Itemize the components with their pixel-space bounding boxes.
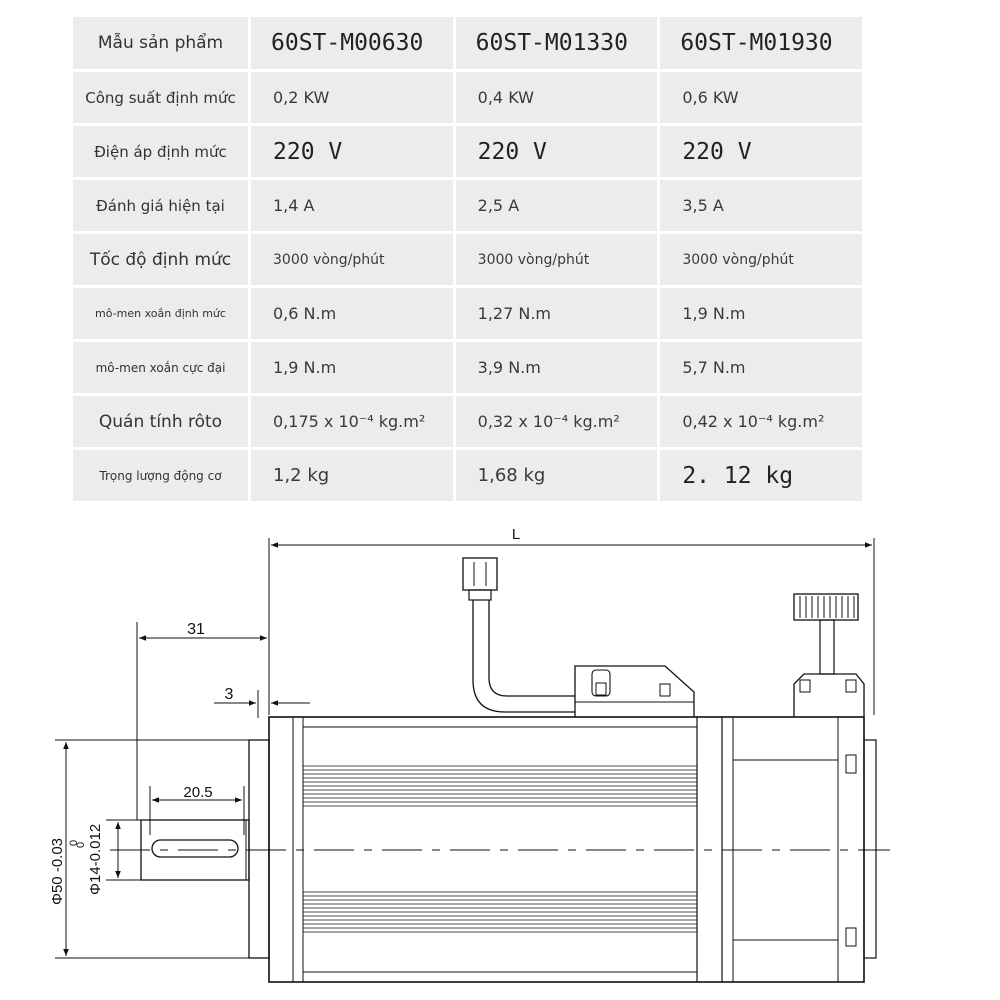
table-row-motor-weight [73, 450, 862, 501]
motor-flange [249, 740, 269, 958]
dimension-length-label: L [511, 526, 521, 543]
dimension-flange-thickness [214, 686, 310, 718]
row-label: mô-men xoắn định mức [73, 288, 248, 339]
cell-value: 1,4 A [251, 180, 453, 231]
model-name: 60ST-M01330 [456, 17, 658, 69]
dimension-shaft-diameter [75, 820, 148, 895]
row-label: Công suất định mức [73, 72, 248, 123]
dimension-key-length-label: 20.5 [183, 784, 213, 801]
row-label: Điện áp định mức [73, 126, 248, 177]
dimension-flange-diameter [49, 740, 262, 958]
cell-value: 3,9 N.m [456, 342, 658, 393]
dimension-shaft-length-label: 31 [187, 621, 205, 638]
encoder-connector [794, 594, 864, 717]
power-connector [463, 558, 694, 717]
table-row-rated-torque [73, 288, 862, 339]
dimension-key-length [150, 784, 244, 835]
table-row-rotor-inertia [73, 396, 862, 447]
dimension-length [269, 526, 874, 715]
cell-value: 0,42 x 10⁻⁴ kg.m² [660, 396, 862, 447]
row-label: Tốc độ định mức [73, 234, 248, 285]
row-label: Đánh giá hiện tại [73, 180, 248, 231]
cell-value: 0,32 x 10⁻⁴ kg.m² [456, 396, 658, 447]
table-row-rated-speed [73, 234, 862, 285]
dimension-shaft-diameter-tolerance: 0 [75, 841, 87, 848]
spec-table [70, 14, 865, 504]
cell-value: 3000 vòng/phút [251, 234, 453, 285]
model-name: 60ST-M00630 [251, 17, 453, 69]
cell-value: 1,2 kg [251, 450, 453, 501]
dimension-shaft-diameter-label: Φ14-0.012 [87, 823, 104, 895]
row-label: Trọng lượng động cơ [73, 450, 248, 501]
table-row-rated-power [73, 72, 862, 123]
row-label: Quán tính rôto [73, 396, 248, 447]
cell-value: 1,27 N.m [456, 288, 658, 339]
table-row-rated-voltage [73, 126, 862, 177]
dimension-flange-diameter-label: Φ50 -0.03 [49, 837, 66, 905]
model-name: 60ST-M01930 [660, 17, 862, 69]
cell-value: 0,6 KW [660, 72, 862, 123]
table-row-peak-torque [73, 342, 862, 393]
cell-value: 0,175 x 10⁻⁴ kg.m² [251, 396, 453, 447]
cell-value: 0,2 KW [251, 72, 453, 123]
cell-value: 3,5 A [660, 180, 862, 231]
table-row-model [73, 17, 862, 69]
dimension-flange-diameter-tolerance: 0 [68, 839, 80, 846]
cell-value: 220 V [251, 126, 453, 177]
cell-value: 2,5 A [456, 180, 658, 231]
cell-value: 0,6 N.m [251, 288, 453, 339]
cell-value: 220 V [660, 126, 862, 177]
row-label: Mẫu sản phẩm [73, 17, 248, 69]
dimension-flange-label: 3 [224, 686, 234, 703]
cell-value: 1,9 N.m [660, 288, 862, 339]
motor-dimension-drawing [0, 525, 1000, 1000]
cell-value: 3000 vòng/phút [456, 234, 658, 285]
cell-value: 0,4 KW [456, 72, 658, 123]
row-label: mô-men xoắn cực đại [73, 342, 248, 393]
table-row-rated-current [73, 180, 862, 231]
cell-value: 1,9 N.m [251, 342, 453, 393]
cell-value: 2. 12 kg [660, 450, 862, 501]
cell-value: 1,68 kg [456, 450, 658, 501]
cell-value: 5,7 N.m [660, 342, 862, 393]
cell-value: 3000 vòng/phút [660, 234, 862, 285]
cell-value: 220 V [456, 126, 658, 177]
